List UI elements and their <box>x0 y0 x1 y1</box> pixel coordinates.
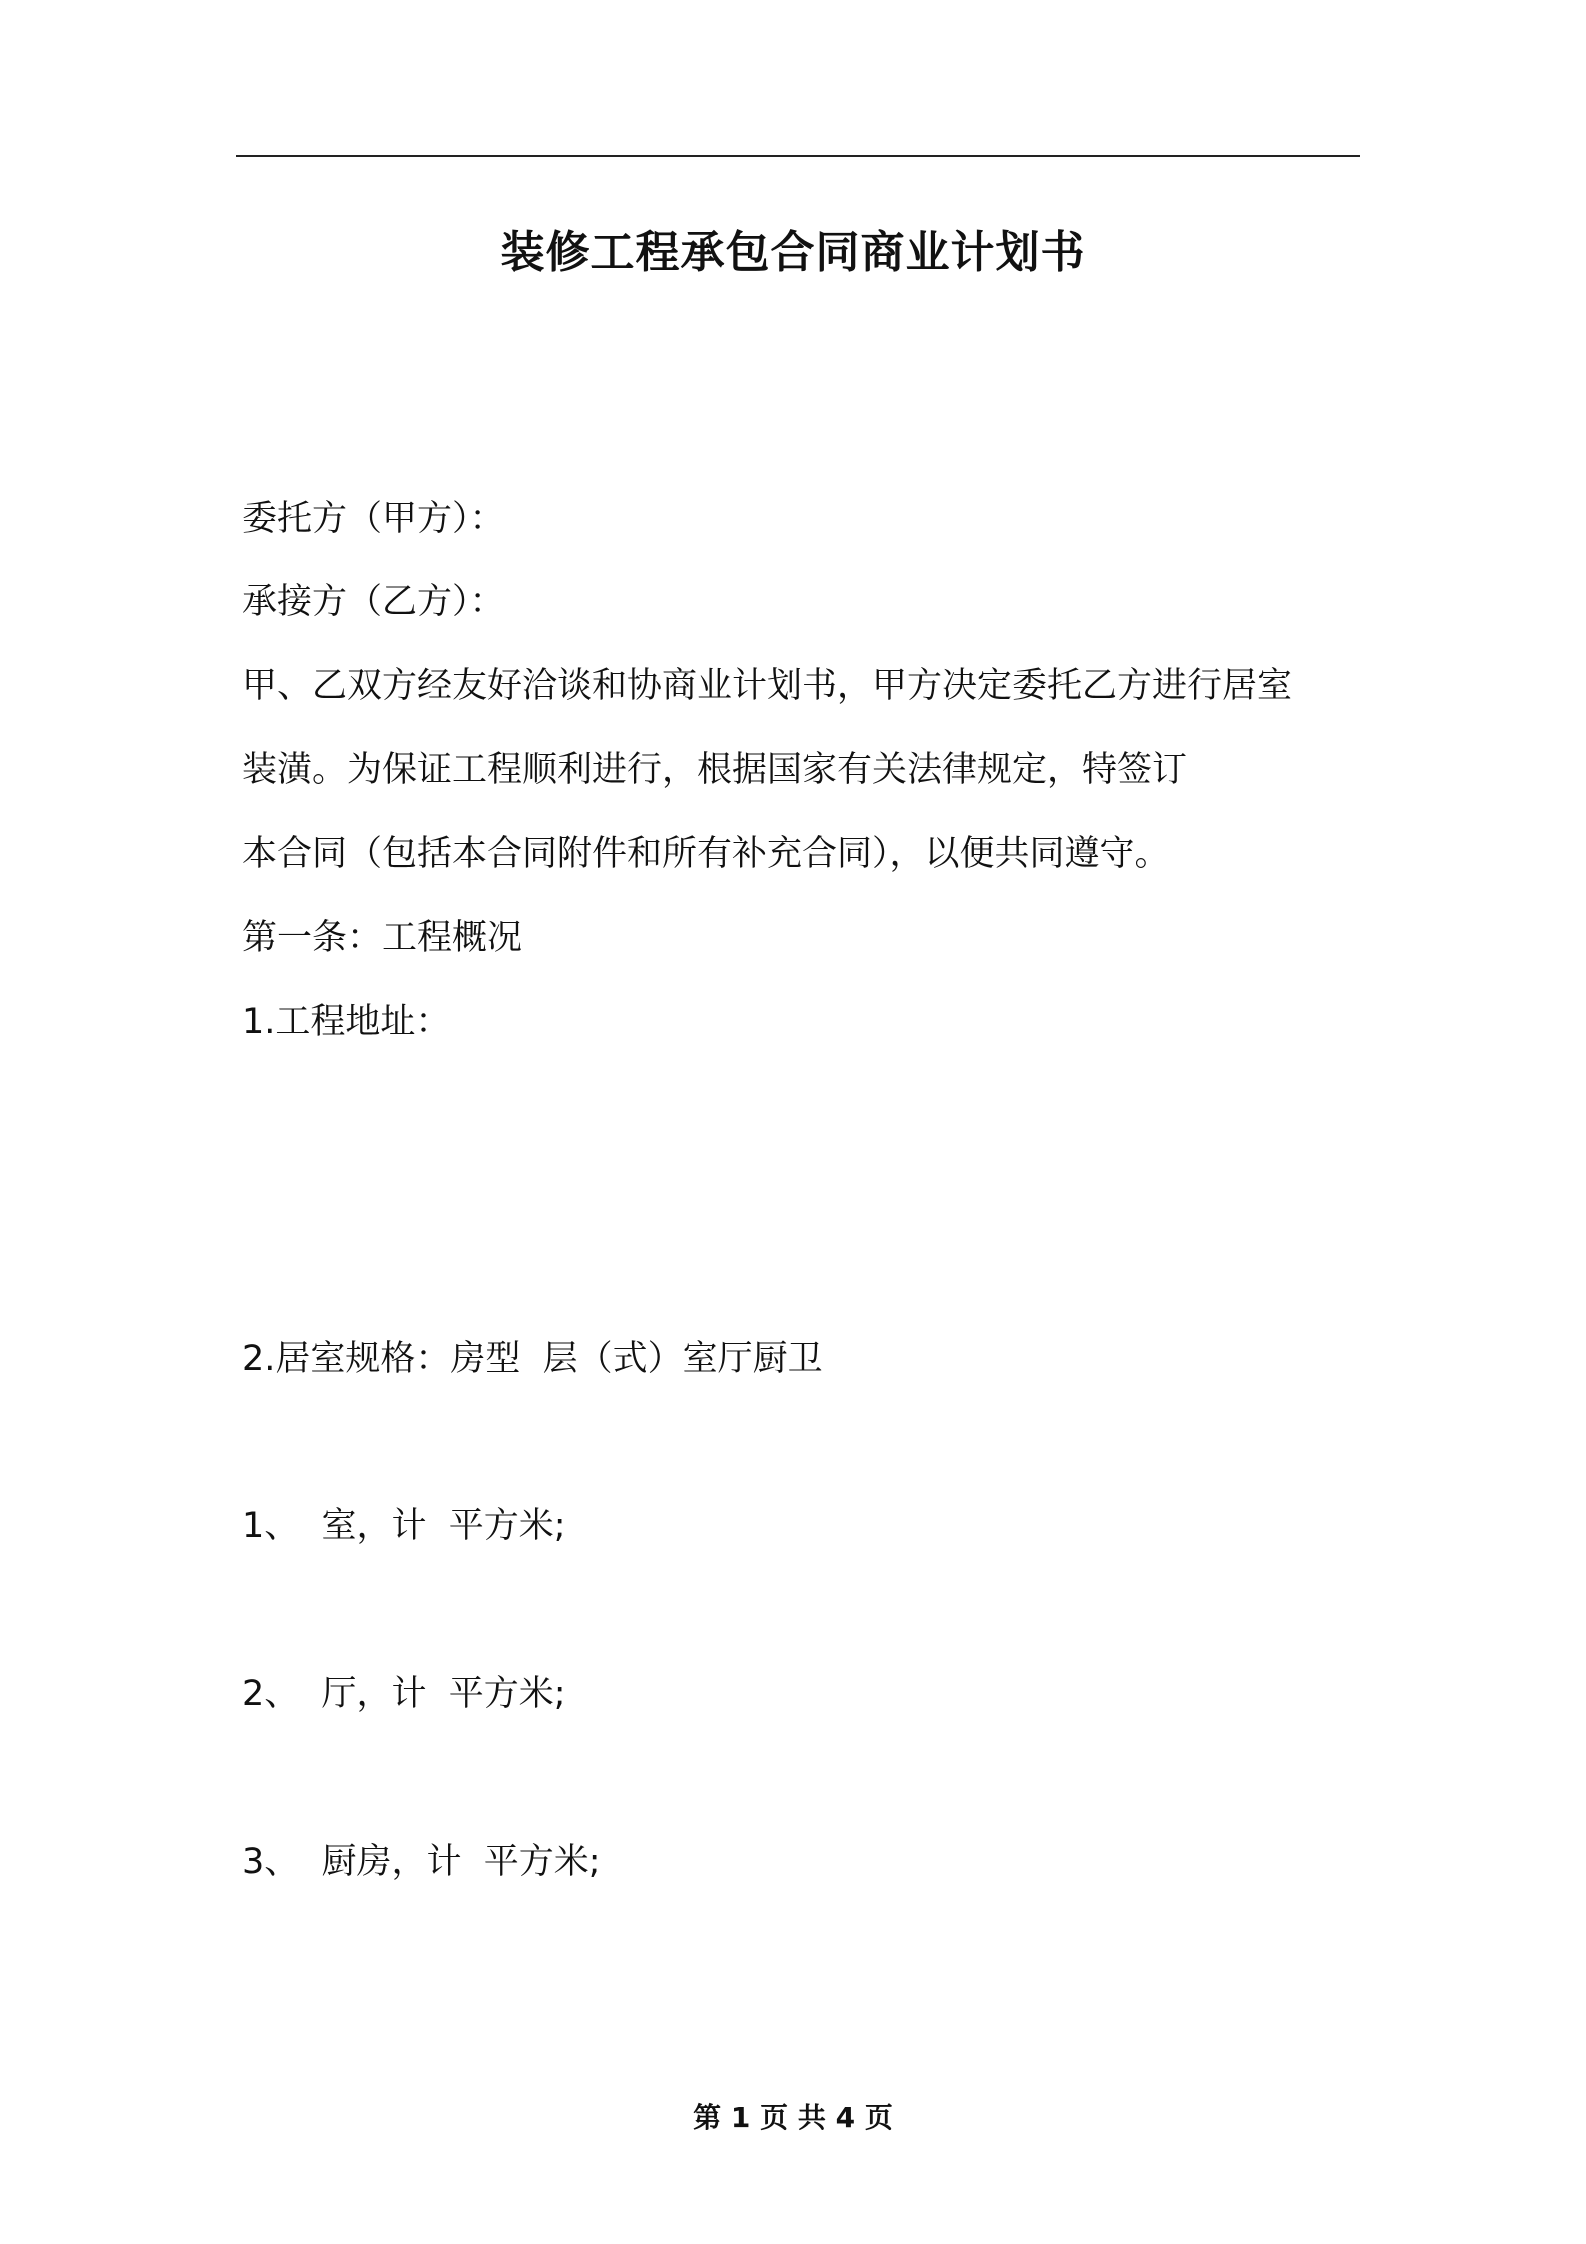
room-spec-line: 2.居室规格：房型 层（式）室厅厨卫 <box>242 1339 823 1379</box>
contractor-line: 承接方（乙方）： <box>242 582 505 622</box>
page-footer: 第 1 页 共 4 页 <box>693 2101 893 2134</box>
project-address-line: 1.工程地址： <box>242 1002 451 1042</box>
article-1-heading: 第一条：工程概况 <box>242 918 523 958</box>
intro-line-2: 装潢。为保证工程顺利进行，根据国家有关法律规定，特签订 <box>242 750 1188 790</box>
client-line: 委托方（甲方）： <box>242 499 505 539</box>
document-title: 装修工程承包合同商业计划书 <box>500 227 1086 278</box>
intro-line-1: 甲、乙双方经友好洽谈和协商业计划书，甲方决定委托乙方进行居室 <box>242 666 1293 706</box>
room-item-2: 2、 厅，计 平方米; <box>242 1674 566 1714</box>
room-item-3: 3、 厨房，计 平方米; <box>242 1842 601 1882</box>
room-item-1: 1、 室，计 平方米; <box>242 1506 566 1546</box>
header-rule <box>236 155 1360 157</box>
intro-line-3: 本合同（包括本合同附件和所有补充合同），以便共同遵守。 <box>242 834 1170 874</box>
